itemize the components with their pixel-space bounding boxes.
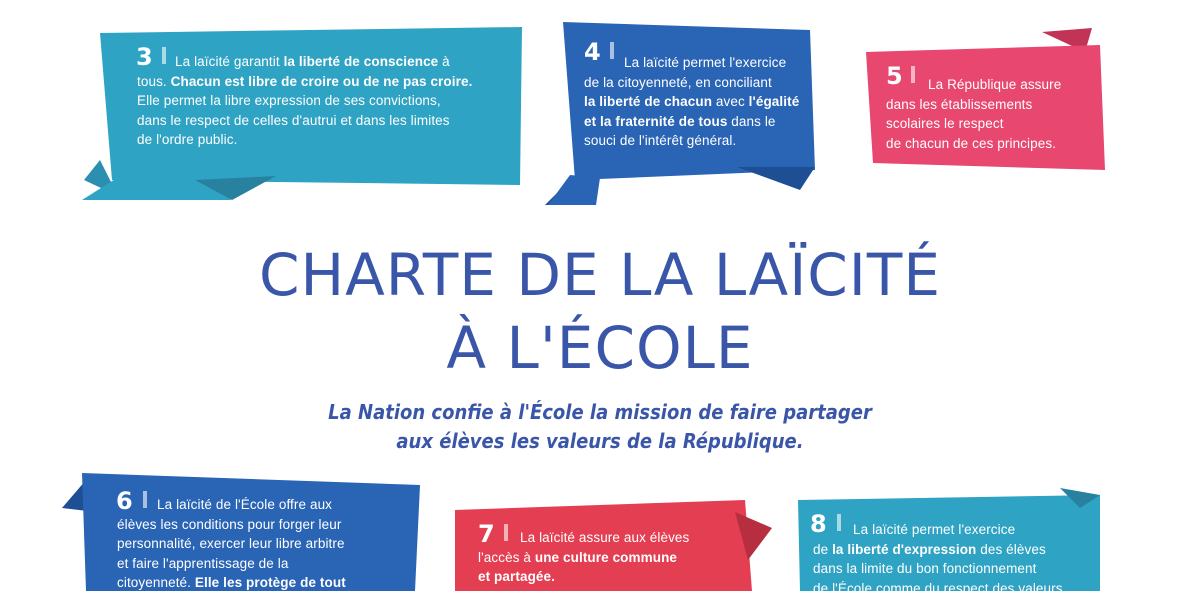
page-title-line-2: À L'ÉCOLE	[446, 314, 754, 382]
article-number: 8	[810, 510, 827, 538]
article-number: 4	[584, 38, 601, 66]
article-7-text: La laïcité assure aux élèves l'accès à une culture commune et partagée.	[478, 530, 690, 584]
article-8-text: La laïcité permet l'exercice de la liberté d'expression des élèves dans la limite du bon fonctionnement de l'École comme du respect des valeurs	[813, 522, 1063, 596]
separator-bar	[143, 491, 147, 508]
article-5-text: La République assure dans les établissements scolaires le respect de chacun de ces principes.	[886, 77, 1062, 151]
subtitle-line-2: aux élèves les valeurs de la République.	[396, 429, 804, 453]
article-number: 5	[886, 62, 903, 90]
article-number: 7	[478, 520, 495, 548]
separator-bar	[504, 524, 508, 541]
page-title: CHARTE DE LA LAÏCITÉ	[259, 241, 941, 309]
article-number: 3	[136, 43, 153, 71]
article-6-text: La laïcité de l'École offre aux élèves les conditions pour forger leur personnalité, exercer leur libre arbitre et faire l'apprentissage de la citoyenneté. Elle les protège de tout	[117, 497, 346, 590]
separator-bar	[610, 42, 614, 59]
separator-bar	[837, 514, 841, 531]
article-4-text: La laïcité permet l'exercice de la citoyenneté, en conciliant la liberté de chacun avec l'égalité et la fraternité de tous dans le souci de l'intérêt général.	[584, 55, 800, 148]
subtitle: La Nation confie à l'École la mission de faire partager	[328, 400, 872, 424]
separator-bar	[911, 66, 915, 83]
article-number: 6	[116, 487, 133, 515]
article-3-text: La laïcité garantit la liberté de conscience à tous. Chacun est libre de croire ou de ne pas croire. Elle permet la libre expression de ses convictions, dans le respect de celles d'autrui et dans les limites de l'ordre public.	[137, 54, 473, 147]
separator-bar	[162, 47, 166, 64]
